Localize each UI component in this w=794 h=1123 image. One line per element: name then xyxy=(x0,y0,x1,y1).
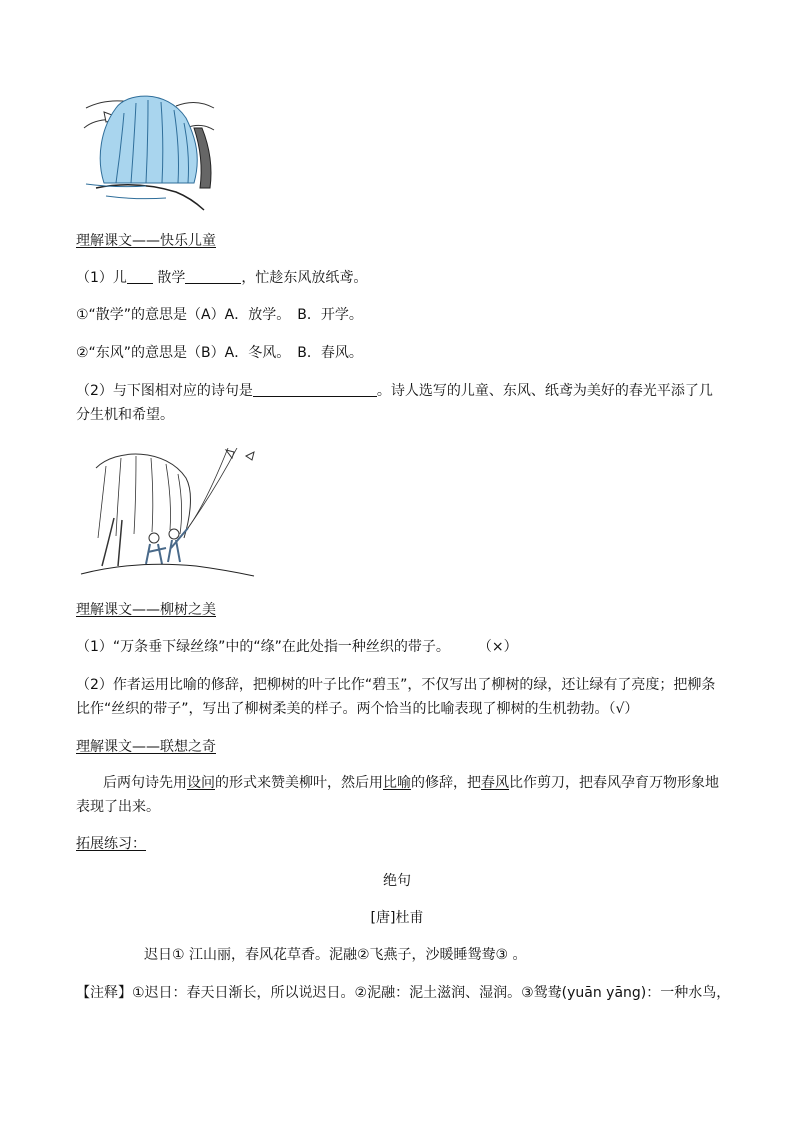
poem-author: [唐]杜甫 xyxy=(370,910,424,926)
s3-answer-2: 比喻 xyxy=(383,775,411,791)
section-heading-2: 理解课文——柳树之美 xyxy=(76,602,216,618)
blank-field[interactable] xyxy=(253,382,377,397)
willow-illustration xyxy=(76,88,216,214)
s3-paragraph-cont: 表现了出来。 xyxy=(76,799,160,815)
section-heading-1: 理解课文——快乐儿童 xyxy=(76,233,216,249)
kite-illustration xyxy=(76,448,256,578)
poem-note: 【注释】①迟日：春天日渐长，所以说迟日。②泥融：泥土滋润、湿润。③鸳鸯(yuān yāng)：一种水鸟， xyxy=(76,985,731,1001)
s3-text-c: 的形式来赞美柳叶，然后用 xyxy=(215,775,383,791)
extension-label: 拓展练习： xyxy=(76,836,146,852)
s1-q1-part-c: ，忙趁东风放纸鸢。 xyxy=(241,270,368,286)
s1-question-2-cont: 分生机和希望。 xyxy=(76,407,174,423)
s3-answer-3: 春风 xyxy=(481,775,509,791)
poem-title: 绝句 xyxy=(383,873,411,889)
s1-option-1: ①“散学”的意思是（A）A．放学。 B．开学。 xyxy=(76,307,363,323)
s1-question-1 xyxy=(76,268,367,288)
s1-q1-part-b: 散学 xyxy=(157,270,186,286)
blank-field[interactable] xyxy=(185,269,241,284)
kite-drawing xyxy=(76,448,256,578)
poem-line: 迟日① 江山丽，春风花草香。泥融②飞燕子，沙暖睡鸳鸯③ 。 xyxy=(144,947,527,963)
s2-question-2: （2）作者运用比喻的修辞，把柳树的叶子比作“碧玉”，不仅写出了柳树的绿，还让绿有了亮度；把柳条 xyxy=(76,677,716,693)
s3-text-e: 的修辞，把 xyxy=(411,775,481,791)
s3-text-g: 比作剪刀，把春风孕育万物形象地 xyxy=(509,775,719,791)
s1-q2-part-a: （2）与下图相对应的诗句是 xyxy=(76,383,253,399)
s1-q2-part-b: 。诗人选写的儿童、东风、纸鸢为美好的春光平添了几 xyxy=(376,383,713,399)
s1-question-2 xyxy=(76,381,713,401)
s2-question-2-cont: 比作“丝织的带子”，写出了柳树柔美的样子。两个恰当的比喻表现了柳树的生机勃勃。（√） xyxy=(76,701,639,717)
s1-option-2: ②“东风”的意思是（B）A．冬风。 B．春风。 xyxy=(76,345,363,361)
section-heading-3: 理解课文——联想之奇 xyxy=(76,739,216,755)
s3-paragraph xyxy=(103,773,719,793)
willow-drawing xyxy=(76,88,216,214)
s3-text-a: 后两句诗先用 xyxy=(103,775,187,791)
s2-question-1: （1）“万条垂下绿丝绦”中的“绦”在此处指一种丝织的带子。 （×） xyxy=(76,639,518,655)
s1-q1-part-a: （1）儿 xyxy=(76,270,127,286)
s3-answer-1: 设问 xyxy=(187,775,215,791)
blank-field[interactable] xyxy=(127,269,153,284)
